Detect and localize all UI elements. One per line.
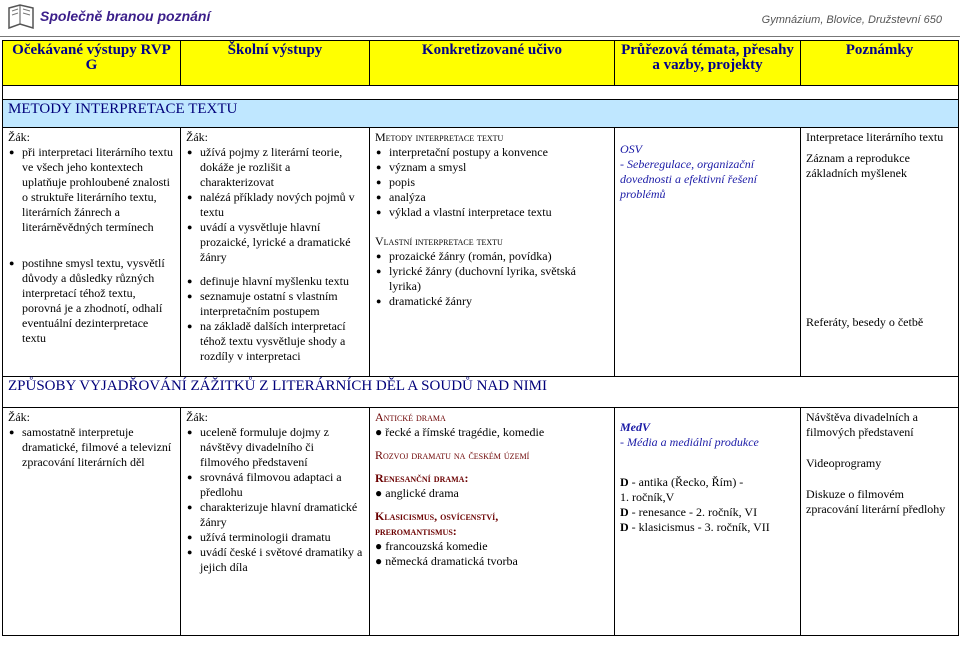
list-item: ● samostatně interpretuje dramatické, filmové a televizní zpracování literárních děl bbox=[22, 425, 175, 470]
topic-text: - Média a mediální produkce bbox=[620, 435, 759, 449]
subject-line: D - antika (Řecko, Řím) - bbox=[620, 475, 744, 489]
topic-text: - Seberegulace, organizační dovednosti a efektivní řešení problémů bbox=[620, 157, 757, 201]
subheading: Renesanční drama: bbox=[375, 471, 469, 485]
content-row-2 bbox=[3, 408, 959, 636]
col-header-rvp: Očekávané výstupy RVP G bbox=[3, 41, 181, 86]
list-item: ● postihne smysl textu, vysvětlí důvody a důsledky různých interpretací téhož textu, porovná je a zhodnotí, odhalí eventuální dezinterpretace textu bbox=[22, 256, 175, 346]
curriculum-cell bbox=[370, 408, 615, 636]
crosscurricular-cell bbox=[615, 408, 801, 636]
bullet-line: ● řecké a římské tragédie, komedie bbox=[375, 425, 545, 439]
list-item: ● definuje hlavní myšlenku textu bbox=[200, 274, 364, 289]
list-item: ● užívá terminologii dramatu bbox=[200, 530, 364, 545]
school-name: Gymnázium, Blovice, Družstevní 650 bbox=[761, 14, 942, 26]
notes-cell bbox=[801, 128, 959, 377]
list-item: ● popis bbox=[389, 175, 609, 190]
col-header-notes: Poznámky bbox=[801, 41, 959, 86]
page-header bbox=[0, 0, 960, 38]
spacer bbox=[375, 220, 609, 234]
outcomes-list bbox=[186, 145, 364, 364]
student-label: Žák: bbox=[8, 410, 30, 424]
spacer-row bbox=[3, 86, 959, 100]
note-text: Interpretace literárního textu bbox=[806, 130, 944, 144]
list-item: ● užívá pojmy z literární teorie, dokáže je rozlišit a charakterizovat bbox=[200, 145, 364, 190]
subheading: Klasicismus, osvícenství, bbox=[375, 509, 499, 523]
subheading: Metody interpretace textu bbox=[375, 130, 504, 144]
col-header-curriculum: Konkretizované učivo bbox=[370, 41, 615, 86]
curriculum-list bbox=[375, 249, 609, 309]
list-item: ● prozaické žánry (román, povídka) bbox=[389, 249, 609, 264]
bullet-line: ● francouzská komedie bbox=[375, 539, 488, 553]
list-item: ● charakterizuje hlavní dramatické žánry bbox=[200, 500, 364, 530]
bullet-line: ● anglické drama bbox=[375, 486, 459, 500]
section-row-2 bbox=[3, 377, 959, 408]
list-item: ● analýza bbox=[389, 190, 609, 205]
list-item: ● uvádí české i světové dramatiky a jejich díla bbox=[200, 545, 364, 575]
note-text: Záznam a reprodukce základních myšlenek bbox=[806, 151, 910, 180]
note-text: Referáty, besedy o četbě bbox=[806, 315, 924, 329]
col-header-school-outcomes: Školní výstupy bbox=[181, 41, 370, 86]
subheading: Antické drama bbox=[375, 410, 446, 424]
col-header-crosscurricular: Průřezová témata, přesahy a vazby, projekty bbox=[615, 41, 801, 86]
student-label: Žák: bbox=[186, 130, 208, 144]
list-item: ● srovnává filmovou adaptaci a předlohu bbox=[200, 470, 364, 500]
note-text: Videoprogramy bbox=[806, 456, 882, 470]
school-outcomes-cell bbox=[181, 128, 370, 377]
list-item: ● lyrické žánry (duchovní lyrika, světská lyrika) bbox=[389, 264, 609, 294]
student-label: Žák: bbox=[8, 130, 30, 144]
content-row-1 bbox=[3, 128, 959, 377]
list-item: ● nalézá příklady nových pojmů v textu bbox=[200, 190, 364, 220]
subheading: Rozvoj dramatu na českém území bbox=[375, 448, 530, 462]
subject-line: D - klasicismus - 3. ročník, VII bbox=[620, 520, 770, 534]
note-text: Návštěva divadelních a filmových představení bbox=[806, 410, 918, 439]
school-outcomes-cell bbox=[181, 408, 370, 636]
list-item: ● na základě dalších interpretací téhož textu vysvětluje shody a rozdíly v interpretaci bbox=[200, 319, 364, 364]
subject-line: D - renesance - 2. ročník, VI bbox=[620, 505, 758, 519]
topic-title: OSV bbox=[620, 142, 642, 156]
rvp-list bbox=[8, 425, 175, 470]
section-row-1 bbox=[3, 100, 959, 128]
curriculum-table bbox=[2, 40, 959, 636]
list-item: ● uceleně formuluje dojmy z návštěvy divadelního či filmového představení bbox=[200, 425, 364, 470]
book-logo-icon bbox=[6, 2, 36, 32]
subject-line: 1. ročník,V bbox=[620, 490, 675, 504]
subheading: preromantismus: bbox=[375, 524, 457, 538]
curriculum-list bbox=[375, 145, 609, 220]
item-text: řecké a římské tragédie, komedie bbox=[385, 425, 545, 439]
outcomes-list bbox=[186, 425, 364, 575]
student-label: Žák: bbox=[186, 410, 208, 424]
section-title: METODY INTERPRETACE TEXTU bbox=[3, 100, 959, 128]
notes-cell bbox=[801, 408, 959, 636]
list-item: ● seznamuje ostatní s vlastním interpretačním postupem bbox=[200, 289, 364, 319]
list-item: ● výklad a vlastní interpretace textu bbox=[389, 205, 609, 220]
table-header-row bbox=[3, 41, 959, 86]
item-text: anglické drama bbox=[385, 486, 459, 500]
item-text: německá dramatická tvorba bbox=[385, 554, 518, 568]
rvp-cell bbox=[3, 408, 181, 636]
brand-title: Společně branou poznání bbox=[40, 8, 211, 24]
curriculum-cell bbox=[370, 128, 615, 377]
item-text: francouzská komedie bbox=[385, 539, 488, 553]
list-item: ● uvádí a vysvětluje hlavní prozaické, lyrické a dramatické žánry bbox=[200, 220, 364, 265]
rvp-cell bbox=[3, 128, 181, 377]
subheading: Vlastní interpretace textu bbox=[375, 234, 503, 248]
list-item: ● při interpretaci literárního textu ve všech jeho kontextech uplatňuje prohloubené znalosti o struktuře literárního textu, literárních žánrech a literárněvědných termínech bbox=[22, 145, 175, 235]
list-item: ● interpretační postupy a konvence bbox=[389, 145, 609, 160]
rvp-list bbox=[8, 145, 175, 346]
bullet-line: ● německá dramatická tvorba bbox=[375, 554, 518, 568]
header-rule bbox=[0, 36, 960, 37]
crosscurricular-cell bbox=[615, 128, 801, 377]
note-text: Diskuze o filmovém zpracování literární předlohy bbox=[806, 487, 946, 516]
list-item: ● význam a smysl bbox=[389, 160, 609, 175]
section-title: ZPŮSOBY VYJADŘOVÁNÍ ZÁŽITKŮ Z LITERÁRNÍCH DĚL A SOUDŮ NAD NIMI bbox=[3, 377, 959, 408]
list-item: ● dramatické žánry bbox=[389, 294, 609, 309]
topic-title: MedV bbox=[620, 420, 650, 434]
